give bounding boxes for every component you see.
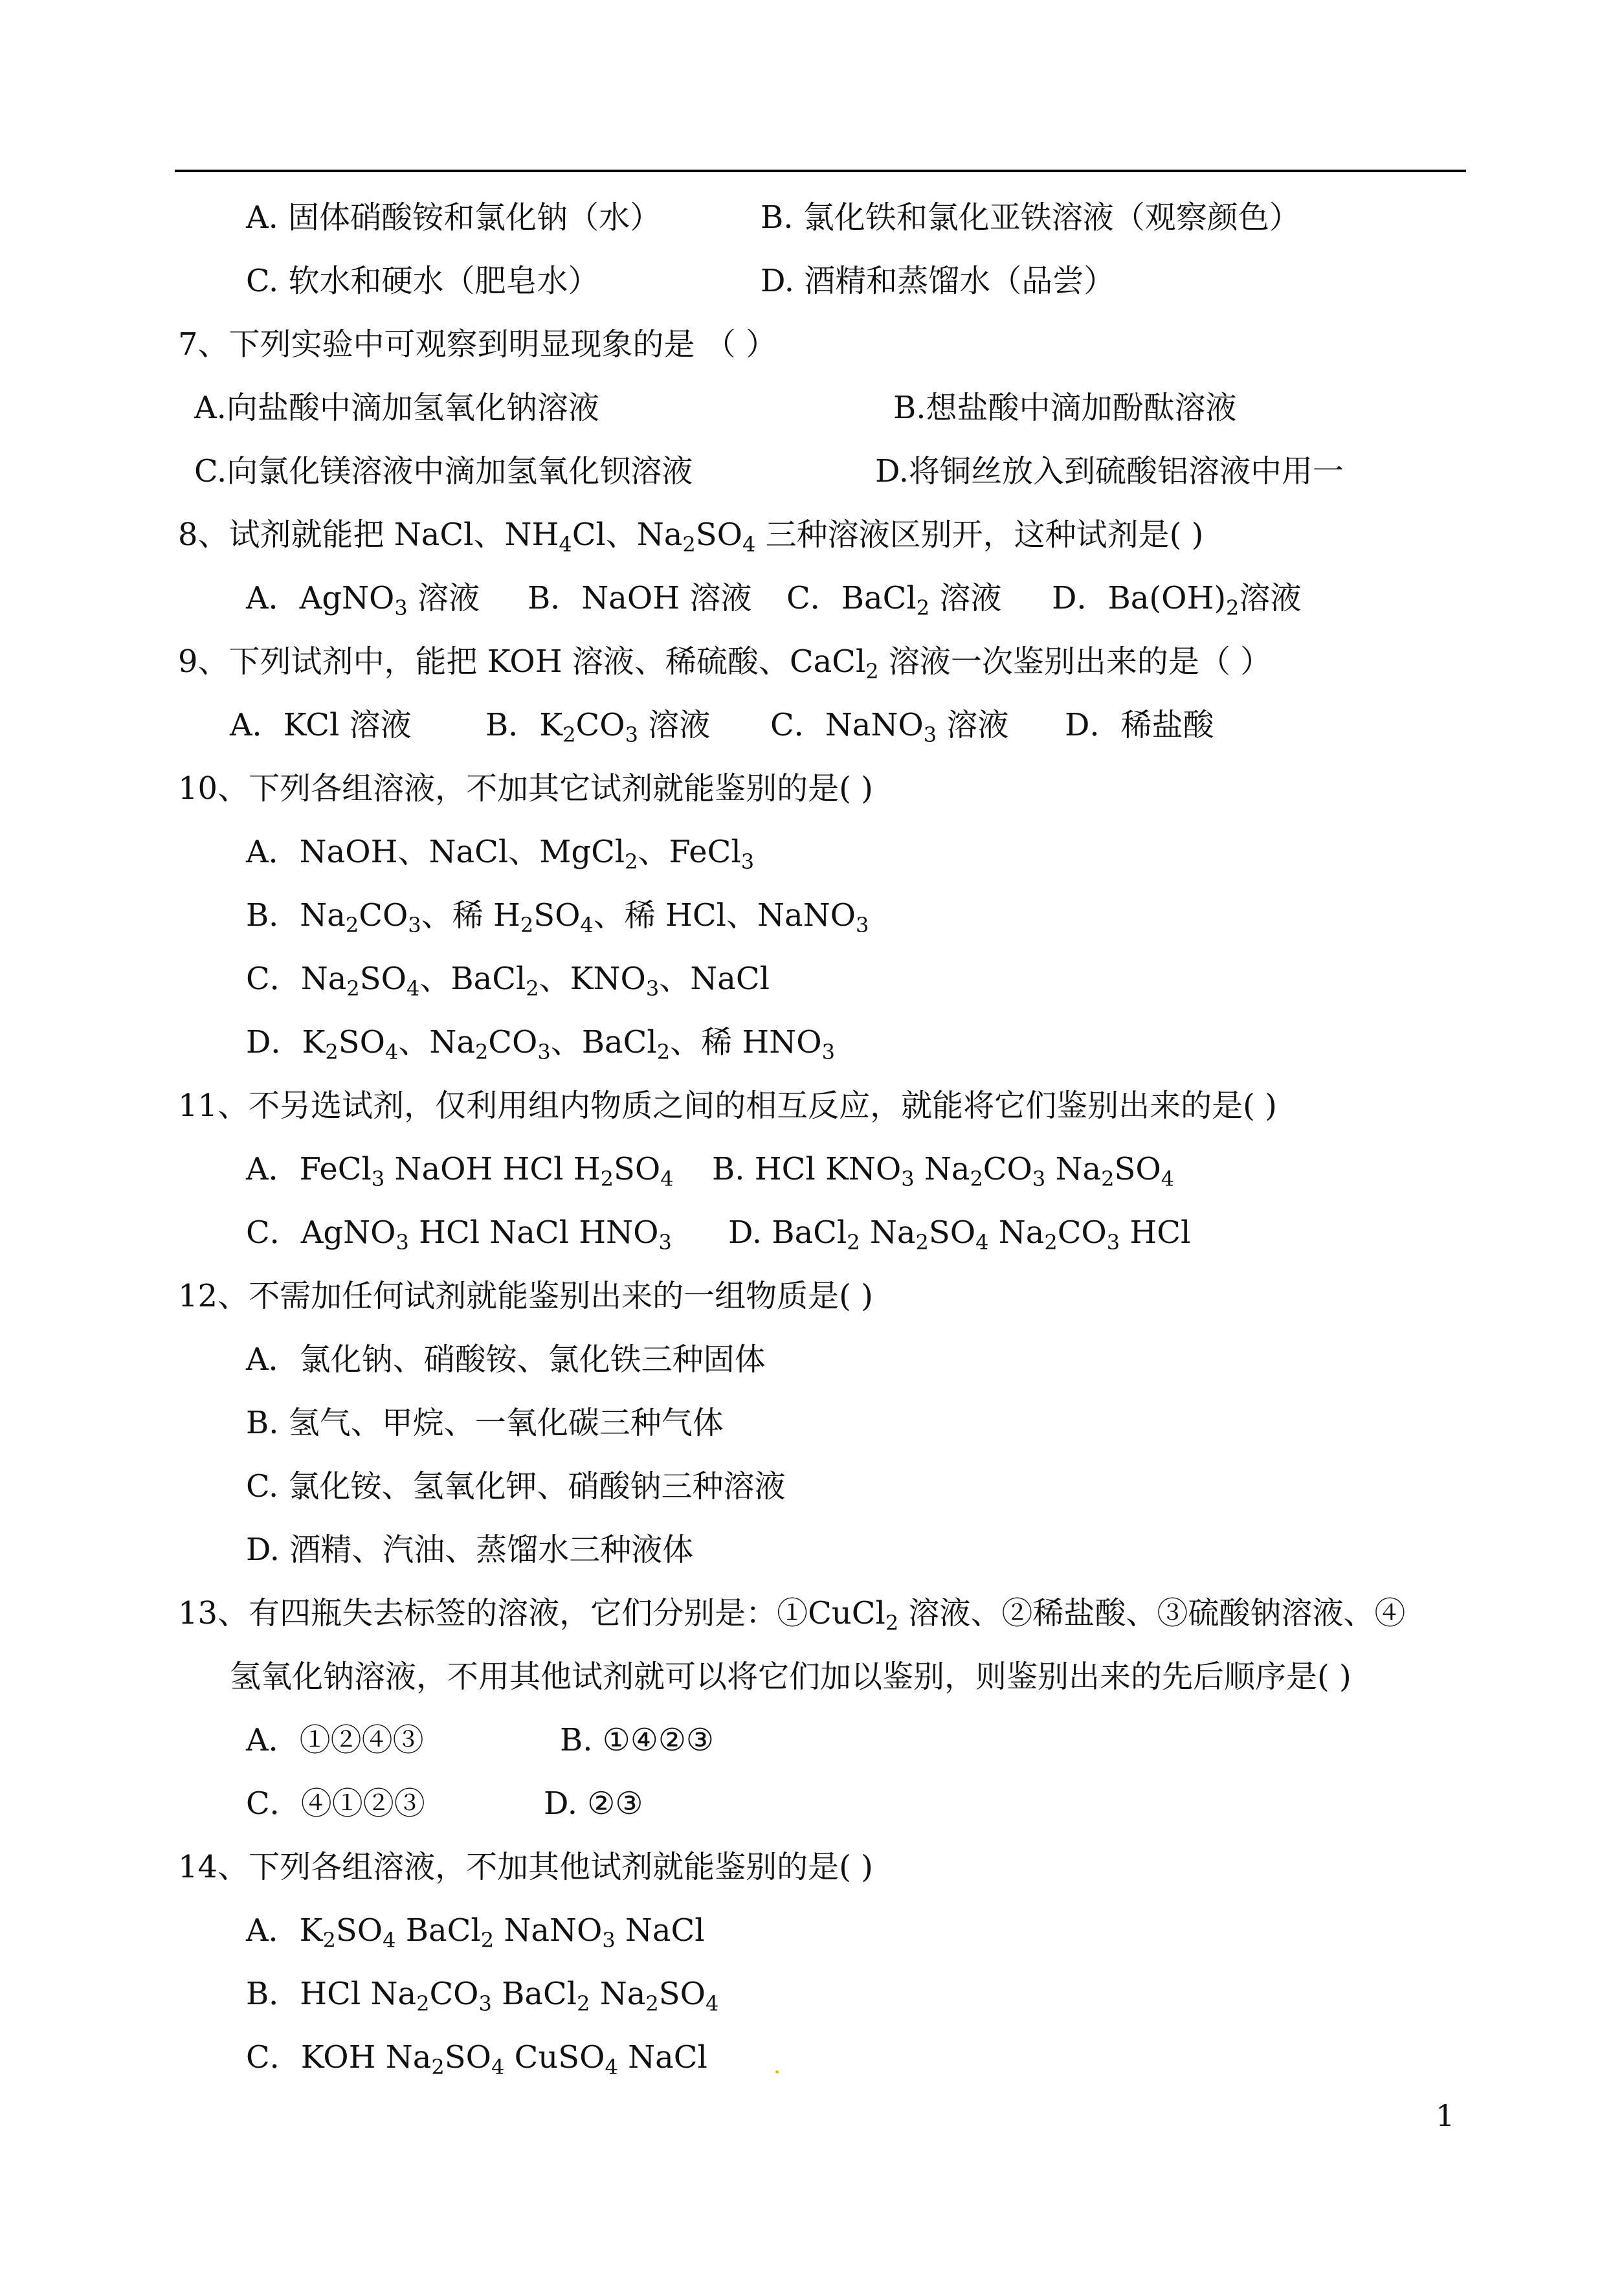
q8-stem: 8、试剂就能把 NaCl、$NH_4Cl$、$Na_2SO_4$ 三种溶液区别开，这种试剂是( ) [178,517,1204,557]
q9-option-a: A．KCl 溶液 [230,707,412,743]
q10-option-a: A．NaOH、NaCl、MgCl$_2$、FeCl$_3$ [246,834,755,874]
q8-option-d: D．$Ba(OH)_2$溶液 [1052,580,1302,620]
q12-option-c: C. 氯化铵、氢氧化钾、硝酸钠三种溶液 [246,1468,786,1504]
q7-stem: 7、下列实验中可观察到明显现象的是 （ ） [178,326,777,363]
q9-option-d: D．稀盐酸 [1065,707,1214,743]
q10-option-b: B．$Na_2CO_3$、稀 $H_2SO_4$、稀 HCl、NaNO$_3$ [246,897,869,937]
q13-option-c: C．④①②③ [246,1785,425,1822]
q6-option-c: C. 软水和硬水（肥皂水） [246,263,599,299]
q8-option-b: B．NaOH 溶液 [528,580,752,616]
q12-option-b: B. 氢气、甲烷、一氧化碳三种气体 [246,1405,724,1441]
q8-option-c: C．BaCl$_2$ 溶液 [786,580,1002,620]
q14-option-b: B．HCl $Na_2CO_3$ BaCl$_2$ $Na_2SO_4$ [246,1976,719,2016]
q7-option-a: A.向盐酸中滴加氢氧化钠溶液 [194,390,599,426]
q6-option-a: A. 固体硝酸铵和氯化钠（水） [246,199,662,236]
q12-stem: 12、不需加任何试剂就能鉴别出来的一组物质是( ) [178,1278,873,1314]
q10-option-d: D．$K_2SO_4$、$Na_2CO_3$、BaCl$_2$、稀 $HNO_3$ [246,1024,835,1064]
q14-stem: 14、下列各组溶液，不加其他试剂就能鉴别的是( ) [178,1849,873,1885]
q6-option-b: B. 氯化铁和氯化亚铁溶液（观察颜色） [761,199,1300,236]
stray-dot [775,2070,779,2074]
q12-option-d: D. 酒精、汽油、蒸馏水三种液体 [246,1532,694,1568]
q9-option-c: C．NaNO$_3$ 溶液 [770,707,1009,747]
q10-option-c: C．$Na_2SO_4$、BaCl$_2$、$KNO_3$、NaCl [246,961,770,1001]
page-number: 1 [1436,2098,1455,2133]
q7-option-b: B.想盐酸中滴加酚酞溶液 [893,390,1237,426]
q11-option-c: C．AgNO$_3$ HCl NaCl $HNO_3$ [246,1214,672,1255]
q14-option-a: A．$K_2SO_4$ BaCl$_2$ NaNO$_3$ NaCl [246,1912,705,1952]
q9-stem: 9、下列试剂中，能把 KOH 溶液、稀硫酸、CaCl$_2$ 溶液一次鉴别出来的是（ ） [178,643,1272,684]
q12-option-a: A．氯化钠、硝酸铵、氯化铁三种固体 [246,1341,766,1378]
q13-option-d: D. ②③ [544,1785,643,1822]
q13-stem-continued: 氢氧化钠溶液，不用其他试剂就可以将它们加以鉴别，则鉴别出来的先后顺序是( ) [230,1659,1351,1695]
q7-option-d: D.将铜丝放入到硫酸铝溶液中用一 [875,453,1344,489]
q11-stem: 11、不另选试剂，仅利用组内物质之间的相互反应，就能将它们鉴别出来的是( ) [178,1088,1277,1124]
header-rule [175,170,1466,172]
q11-option-d: D. BaCl$_2$ $Na_2SO_4$ $Na_2CO_3$ HCl [728,1214,1191,1255]
q8-option-a: A．AgNO$_3$ 溶液 [246,580,480,620]
q7-option-c: C.向氯化镁溶液中滴加氢氧化钡溶液 [194,453,693,489]
q6-option-d: D. 酒精和蒸馏水（品尝） [761,263,1115,299]
q11-option-b: B. HCl $KNO_3$ $Na_2CO_3$ $Na_2SO_4$ [712,1151,1175,1191]
q13-option-a: A．①②④③ [246,1722,424,1758]
q13-stem: 13、有四瓶失去标签的溶液，它们分别是：①CuCl$_2$ 溶液、②稀盐酸、③硫酸钠溶液、④ [178,1595,1406,1635]
q9-option-b: B．$K_2CO_3$ 溶液 [485,707,711,747]
q10-stem: 10、下列各组溶液，不加其它试剂就能鉴别的是( ) [178,770,873,807]
q13-option-b: B. ①④②③ [560,1722,714,1758]
q14-option-c: C．KOH $Na_2SO_4$ CuSO$_4$ NaCl [246,2039,707,2079]
q11-option-a: A．FeCl$_3$ NaOH HCl $H_2SO_4$ [246,1151,674,1191]
